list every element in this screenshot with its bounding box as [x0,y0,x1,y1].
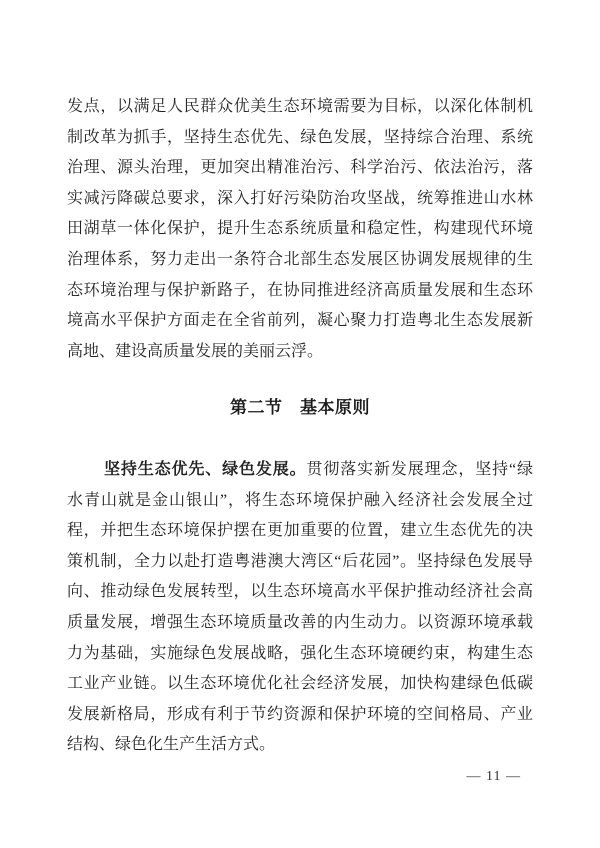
text-line [67,455,533,486]
bold-lead-in: 坚持生态优先、绿色发展。 [104,461,307,478]
text-line: 治理、源头治理，更加突出精准治污、科学治污、依法治污，落 [67,159,533,177]
text-line: 力为基础，实施绿色发展战略，强化生态环境硬约束，构建生态 [67,644,533,662]
paragraph-continuation [67,92,533,367]
text-line: 态环境治理与保护新路子，在协同推进经济高质量发展和生态环 [67,281,533,299]
text-segment: 贯彻落实新发展理念，坚持“绿 [306,461,533,478]
text-line: 发展新格局，形成有利于节约资源和保护环境的空间格局、产业 [67,705,533,723]
text-line: 高地、建设高质量发展的美丽云浮。 [67,342,324,360]
section-heading: 第二节 基本原则 [230,398,370,417]
text-line: 水青山就是金山银山”，将生态环境保护融入经济社会发展全过 [67,491,533,509]
text-line: 境高水平保护方面走在全省前列，凝心聚力打造粤北生态发展新 [67,312,533,330]
paragraph-basic-principles [67,455,533,761]
text-line: 策机制，全力以赴打造粤港澳大湾区“后花园”。坚持绿色发展导 [67,552,533,570]
text-line: 实减污降碳总要求，深入打好污染防治攻坚战，统筹推进山水林 [67,189,533,207]
text-line: 结构、绿色化生产生活方式。 [67,736,276,754]
text-line: 发点，以满足人民群众优美生态环境需要为目标，以深化体制机 [67,98,533,115]
text-line: 向、推动绿色发展转型，以生态环境高水平保护推动经济社会高 [67,583,533,601]
text-line: 田湖草一体化保护，提升生态系统质量和稳定性，构建现代环境 [67,220,533,238]
text-line: 质量发展，增强生态环境质量改善的内生动力。以资源环境承载 [67,613,533,631]
page-number: — 11 — [466,769,521,784]
text-line: 治理体系，努力走出一条符合北部生态发展区协调发展规律的生 [67,250,533,268]
text-line: 程，并把生态环境保护摆在更加重要的位置，建立生态优先的决 [67,522,533,540]
text-line: 工业产业链。以生态环境优化社会经济发展，加快构建绿色低碳 [67,675,533,693]
text-line: 制改革为抓手，坚持生态优先、绿色发展，坚持综合治理、系统 [67,128,533,146]
